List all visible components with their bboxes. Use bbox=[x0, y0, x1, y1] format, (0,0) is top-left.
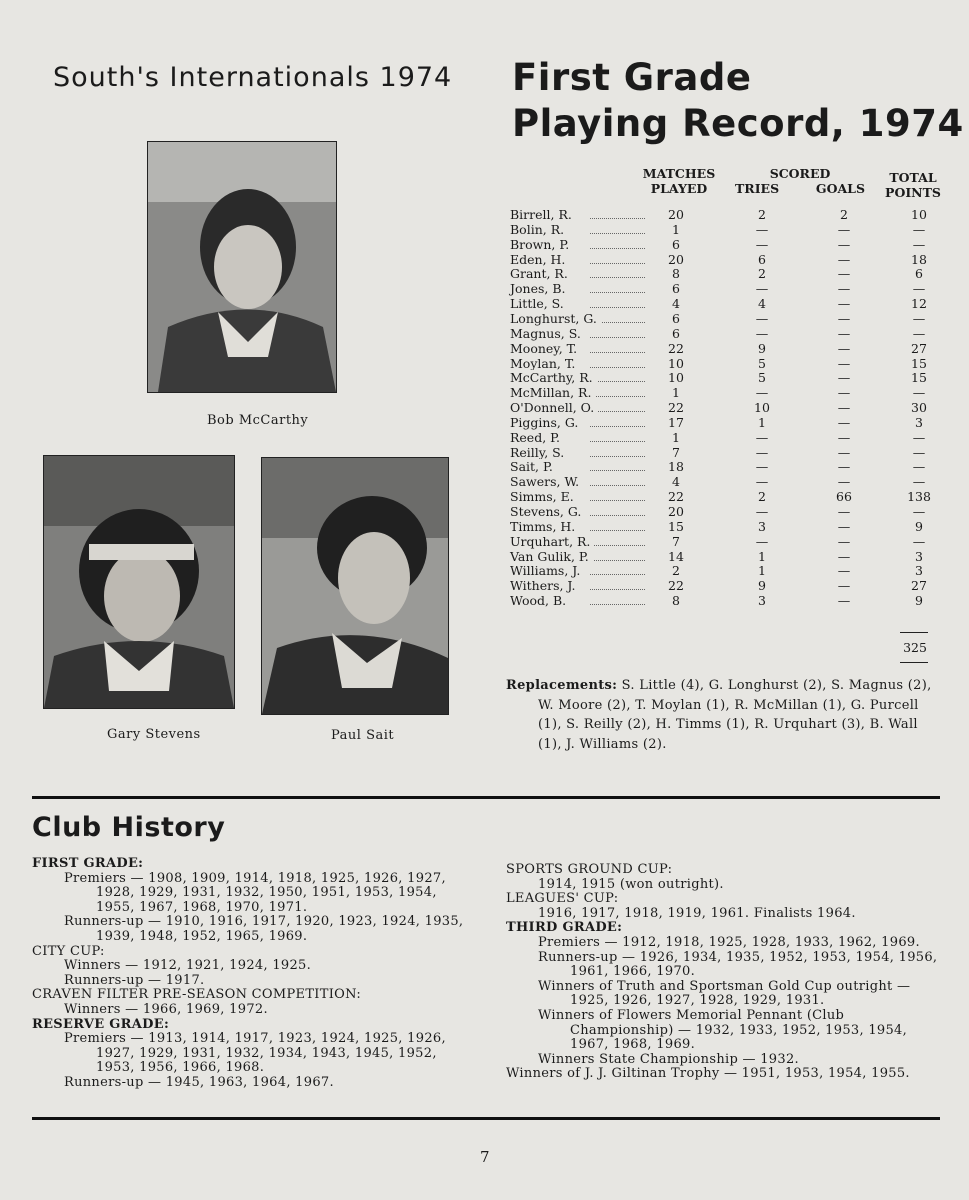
third-grade-heading: THIRD GRADE: bbox=[506, 920, 623, 936]
goals: — bbox=[837, 370, 851, 386]
caption-paul-sait: Paul Sait bbox=[331, 728, 395, 743]
matches-played: 1 bbox=[672, 221, 680, 237]
total-points-cell: — bbox=[912, 221, 926, 237]
tries: — bbox=[755, 504, 769, 519]
goals: — bbox=[837, 266, 851, 282]
tries: 3 bbox=[758, 518, 766, 534]
craven-winners: Winners — 1966, 1969, 1972. bbox=[64, 1001, 268, 1017]
goals: — bbox=[837, 474, 851, 490]
goals: — bbox=[837, 325, 851, 341]
goals: — bbox=[837, 236, 851, 252]
goals: — bbox=[837, 400, 851, 416]
table-row bbox=[510, 400, 940, 415]
goals: — bbox=[837, 518, 851, 534]
tries: — bbox=[755, 236, 769, 252]
tries: 2 bbox=[758, 207, 766, 222]
matches-played: 6 bbox=[672, 236, 680, 252]
table-row bbox=[510, 222, 940, 237]
dot-leader bbox=[590, 530, 645, 531]
dot-leader bbox=[590, 560, 645, 561]
matches-played: 7 bbox=[672, 444, 680, 460]
player-name: Van Gulik, P. bbox=[510, 549, 593, 564]
replacements-label: Replacements: bbox=[506, 678, 618, 693]
sports-ground-text: 1914, 1915 (won outright). bbox=[538, 876, 724, 892]
total-points-cell: — bbox=[912, 310, 926, 326]
total-points-cell: 30 bbox=[911, 400, 927, 416]
goals: — bbox=[837, 414, 851, 430]
dot-leader bbox=[590, 411, 645, 412]
record-title-line2: Playing Record, 1974 bbox=[512, 102, 964, 145]
matches-played: 4 bbox=[672, 474, 680, 490]
tries: 5 bbox=[758, 355, 766, 371]
matches-played: 10 bbox=[668, 355, 684, 371]
total-points-cell: 27 bbox=[911, 340, 927, 356]
tg-flowers-pennant: Winners of Flowers Memorial Pennant (Club Championship) — 1932, 1933, 1952, 1953, 1954, 1967, 1968, 1969. bbox=[538, 1007, 908, 1053]
replacements-text: S. Little (4), G. Longhurst (2), S. Magnus (2), W. Moore (2), T. Moylan (1), R. McMillan (1), G. Purcell (1), S. Reilly (2), H. Timms (1), R. Urquhart (3), B. Wall (1), J. Williams (2). bbox=[538, 678, 932, 752]
matches-played: 20 bbox=[668, 207, 684, 222]
total-points-cell: — bbox=[912, 533, 926, 549]
matches-played: 22 bbox=[668, 400, 684, 416]
table-row bbox=[510, 474, 940, 489]
goals: — bbox=[837, 444, 851, 460]
tries: 10 bbox=[754, 400, 770, 416]
header-scored: SCORED TRIES GOALS bbox=[735, 166, 865, 196]
header-matches-played: MATCHES PLAYED bbox=[642, 166, 716, 196]
table-row bbox=[510, 281, 940, 296]
dot-leader bbox=[590, 604, 645, 605]
table-row bbox=[510, 207, 940, 222]
total-rule-bottom bbox=[900, 662, 928, 663]
table-row bbox=[510, 370, 940, 385]
record-title-line1: First Grade bbox=[512, 56, 752, 99]
total-points-cell: 138 bbox=[907, 489, 931, 505]
tries: — bbox=[755, 429, 769, 445]
dot-leader bbox=[590, 292, 645, 293]
table-row bbox=[510, 385, 940, 400]
player-name: Simms, E. bbox=[510, 489, 578, 504]
goals: — bbox=[837, 221, 851, 237]
leagues-cup-text: 1916, 1917, 1918, 1919, 1961. Finalists 1964. bbox=[538, 905, 856, 921]
total-points-cell: 3 bbox=[915, 548, 923, 564]
tries: — bbox=[755, 533, 769, 549]
tg-truth-cup: Winners of Truth and Sportsman Gold Cup outright — 1925, 1926, 1927, 1928, 1929, 1931. bbox=[538, 978, 911, 1009]
dot-leader bbox=[590, 248, 645, 249]
matches-played: 18 bbox=[668, 459, 684, 475]
fg-runners-up: Runners-up — 1910, 1916, 1917, 1920, 1923, 1924, 1935, 1939, 1948, 1952, 1965, 1969. bbox=[64, 914, 464, 944]
photo-paul-sait bbox=[261, 457, 449, 715]
dot-leader bbox=[590, 367, 645, 368]
tg-premiers: Premiers — 1912, 1918, 1925, 1928, 1933, 1962, 1969. bbox=[538, 934, 920, 950]
tries: — bbox=[755, 310, 769, 326]
goals: — bbox=[837, 310, 851, 326]
giltinan-trophy: Winners of J. J. Giltinan Trophy — 1951, 1953, 1954, 1955. bbox=[506, 1066, 910, 1082]
dot-leader bbox=[590, 441, 645, 442]
tries: — bbox=[755, 444, 769, 460]
club-history-left bbox=[32, 857, 472, 1091]
player-name: McMillan, R. bbox=[510, 385, 595, 400]
goals: — bbox=[837, 385, 851, 401]
city-cup-runners-up: Runners-up — 1917. bbox=[64, 972, 205, 988]
dot-leader bbox=[590, 352, 645, 353]
tries: — bbox=[755, 221, 769, 237]
rg-premiers: Premiers — 1913, 1914, 1917, 1923, 1924, 1925, 1926, 1927, 1929, 1931, 1932, 1934, 1943, 1945, 1952, 1953, 1956, 1966, 1968. bbox=[64, 1031, 446, 1076]
divider-top bbox=[32, 796, 940, 799]
player-name: Sawers, W. bbox=[510, 474, 583, 489]
tries: — bbox=[755, 281, 769, 297]
player-name: Stevens, G. bbox=[510, 504, 585, 519]
tries: 1 bbox=[758, 548, 766, 564]
total-points-cell: — bbox=[912, 385, 926, 401]
goals: — bbox=[837, 355, 851, 371]
fg-premiers: Premiers — 1908, 1909, 1914, 1918, 1925, 1926, 1927, 1928, 1929, 1931, 1932, 1950, 1951, 1953, 1954, 1955, 1967, 1968, 1970, 1971. bbox=[64, 870, 446, 915]
table-row bbox=[510, 519, 940, 534]
total-points-cell: — bbox=[912, 504, 926, 519]
table-row bbox=[510, 504, 940, 519]
matches-played: 6 bbox=[672, 281, 680, 297]
total-points: 325 bbox=[903, 640, 927, 655]
table-row bbox=[510, 534, 940, 549]
matches-played: 22 bbox=[668, 340, 684, 356]
table-row bbox=[510, 415, 940, 430]
tries: 2 bbox=[758, 489, 766, 505]
table-row bbox=[510, 549, 940, 564]
total-points-cell: 27 bbox=[911, 578, 927, 594]
goals: — bbox=[837, 296, 851, 312]
tries: 6 bbox=[758, 251, 766, 267]
matches-played: 22 bbox=[668, 578, 684, 594]
matches-played: 2 bbox=[672, 563, 680, 579]
matches-played: 1 bbox=[672, 429, 680, 445]
photo-bob-mccarthy bbox=[147, 141, 337, 393]
tries: 1 bbox=[758, 414, 766, 430]
dot-leader bbox=[590, 426, 645, 427]
table-row bbox=[510, 430, 940, 445]
tg-state-championship: Winners State Championship — 1932. bbox=[538, 1051, 799, 1067]
tries: — bbox=[755, 474, 769, 490]
matches-played: 8 bbox=[672, 266, 680, 282]
tries: — bbox=[755, 325, 769, 341]
player-name: Eden, H. bbox=[510, 252, 569, 267]
total-points-cell: — bbox=[912, 459, 926, 475]
caption-bob-mccarthy: Bob McCarthy bbox=[207, 413, 309, 428]
total-points-cell: — bbox=[912, 281, 926, 297]
goals: — bbox=[837, 533, 851, 549]
dot-leader bbox=[590, 470, 645, 471]
dot-leader bbox=[590, 515, 645, 516]
goals: — bbox=[837, 504, 851, 519]
player-name: Urquhart, R. bbox=[510, 534, 594, 549]
goals: — bbox=[837, 593, 851, 609]
total-points-cell: 3 bbox=[915, 414, 923, 430]
matches-played: 15 bbox=[668, 518, 684, 534]
total-points-cell: 18 bbox=[911, 251, 927, 267]
header-tries: TRIES bbox=[735, 181, 780, 196]
matches-played: 6 bbox=[672, 325, 680, 341]
total-points-cell: — bbox=[912, 429, 926, 445]
matches-played: 17 bbox=[668, 414, 684, 430]
dot-leader bbox=[590, 545, 645, 546]
reserve-grade-heading: RESERVE GRADE: bbox=[32, 1016, 170, 1032]
goals: — bbox=[837, 548, 851, 564]
table-row bbox=[510, 266, 940, 281]
sports-ground-heading: SPORTS GROUND CUP: bbox=[506, 862, 673, 877]
tries: 2 bbox=[758, 266, 766, 282]
matches-played: 4 bbox=[672, 296, 680, 312]
table-row bbox=[510, 341, 940, 356]
first-grade-heading: FIRST GRADE: bbox=[32, 856, 144, 871]
goals: — bbox=[837, 340, 851, 356]
dot-leader bbox=[590, 396, 645, 397]
total-points-cell: — bbox=[912, 474, 926, 490]
table-row bbox=[510, 311, 940, 326]
total-points-cell: 9 bbox=[915, 593, 923, 609]
club-history-right bbox=[506, 863, 946, 1082]
total-points-cell: 9 bbox=[915, 518, 923, 534]
dot-leader bbox=[590, 589, 645, 590]
player-name: Timms, H. bbox=[510, 519, 579, 534]
table-row bbox=[510, 489, 940, 504]
craven-heading: CRAVEN FILTER PRE-SEASON COMPETITION: bbox=[32, 987, 361, 1003]
total-rule-top bbox=[900, 632, 928, 633]
replacements bbox=[506, 676, 946, 754]
player-name: Reilly, S. bbox=[510, 445, 568, 460]
matches-played: 6 bbox=[672, 310, 680, 326]
divider-bottom bbox=[32, 1117, 940, 1120]
dot-leader bbox=[590, 307, 645, 308]
table-row bbox=[510, 252, 940, 267]
player-name: Jones, B. bbox=[510, 281, 570, 296]
total-points-cell: — bbox=[912, 325, 926, 341]
player-name: Piggins, G. bbox=[510, 415, 582, 430]
goals: — bbox=[837, 459, 851, 475]
total-points-cell: — bbox=[912, 236, 926, 252]
internationals-title: South's Internationals 1974 bbox=[53, 62, 453, 93]
total-points-cell: 10 bbox=[911, 207, 927, 222]
player-name: Birrell, R. bbox=[510, 207, 576, 222]
dot-leader bbox=[590, 233, 645, 234]
player-name: Sait, P. bbox=[510, 459, 557, 474]
dot-leader bbox=[590, 218, 645, 219]
tries: 1 bbox=[758, 563, 766, 579]
tries: — bbox=[755, 459, 769, 475]
table-row bbox=[510, 356, 940, 371]
city-cup-heading: CITY CUP: bbox=[32, 943, 105, 959]
player-name: O'Donnell, O. bbox=[510, 400, 598, 415]
total-points-cell: 3 bbox=[915, 563, 923, 579]
player-name: Longhurst, G. bbox=[510, 311, 601, 326]
goals: — bbox=[837, 429, 851, 445]
tries: 9 bbox=[758, 340, 766, 356]
city-cup-winners: Winners — 1912, 1921, 1924, 1925. bbox=[64, 958, 312, 974]
tries: 9 bbox=[758, 578, 766, 594]
leagues-cup-heading: LEAGUES' CUP: bbox=[506, 891, 619, 907]
dot-leader bbox=[590, 574, 645, 575]
player-name: Magnus, S. bbox=[510, 326, 585, 341]
table-row bbox=[510, 563, 940, 578]
total-points-cell: 15 bbox=[911, 355, 927, 371]
table-row bbox=[510, 445, 940, 460]
photo-gary-stevens bbox=[43, 455, 235, 709]
table-row bbox=[510, 237, 940, 252]
total-points-cell: — bbox=[912, 444, 926, 460]
matches-played: 7 bbox=[672, 533, 680, 549]
player-name: Moylan, T. bbox=[510, 356, 579, 371]
header-goals: GOALS bbox=[815, 181, 865, 196]
matches-played: 20 bbox=[668, 504, 684, 519]
table-row bbox=[510, 578, 940, 593]
matches-played: 1 bbox=[672, 385, 680, 401]
player-name: Grant, R. bbox=[510, 266, 572, 281]
matches-played: 22 bbox=[668, 489, 684, 505]
total-points-cell: 6 bbox=[915, 266, 923, 282]
player-name: McCarthy, R. bbox=[510, 370, 597, 385]
player-name: Williams, J. bbox=[510, 563, 584, 578]
goals: — bbox=[837, 563, 851, 579]
matches-played: 10 bbox=[668, 370, 684, 386]
player-name: Little, S. bbox=[510, 296, 568, 311]
total-points-cell: 15 bbox=[911, 370, 927, 386]
header-total-points: TOTAL POINTS bbox=[885, 170, 941, 200]
dot-leader bbox=[590, 381, 645, 382]
matches-played: 20 bbox=[668, 251, 684, 267]
dot-leader bbox=[590, 277, 645, 278]
dot-leader bbox=[590, 485, 645, 486]
tries: 4 bbox=[758, 296, 766, 312]
player-name: Withers, J. bbox=[510, 578, 579, 593]
player-name: Reed, P. bbox=[510, 430, 564, 445]
goals: — bbox=[837, 281, 851, 297]
tries: 5 bbox=[758, 370, 766, 386]
player-name: Bolin, R. bbox=[510, 222, 568, 237]
player-name: Brown, P. bbox=[510, 237, 573, 252]
goals: — bbox=[837, 251, 851, 267]
matches-played: 8 bbox=[672, 593, 680, 609]
table-row bbox=[510, 326, 940, 341]
tg-runners-up: Runners-up — 1926, 1934, 1935, 1952, 1953, 1954, 1956, 1961, 1966, 1970. bbox=[538, 949, 938, 980]
club-history-title: Club History bbox=[32, 812, 226, 843]
dot-leader bbox=[590, 500, 645, 501]
table-row bbox=[510, 593, 940, 608]
player-name: Wood, B. bbox=[510, 593, 570, 608]
goals: — bbox=[837, 578, 851, 594]
player-name: Mooney, T. bbox=[510, 341, 581, 356]
goals: 66 bbox=[836, 489, 852, 505]
goals: 2 bbox=[840, 207, 848, 222]
page-number: 7 bbox=[480, 1148, 490, 1166]
total-points-cell: 12 bbox=[911, 296, 927, 312]
dot-leader bbox=[590, 263, 645, 264]
table-row bbox=[510, 459, 940, 474]
matches-played: 14 bbox=[668, 548, 684, 564]
dot-leader bbox=[590, 337, 645, 338]
dot-leader bbox=[590, 456, 645, 457]
table-row bbox=[510, 296, 940, 311]
rg-runners-up: Runners-up — 1945, 1963, 1964, 1967. bbox=[64, 1074, 334, 1090]
tries: 3 bbox=[758, 593, 766, 609]
caption-gary-stevens: Gary Stevens bbox=[107, 727, 201, 742]
tries: — bbox=[755, 385, 769, 401]
